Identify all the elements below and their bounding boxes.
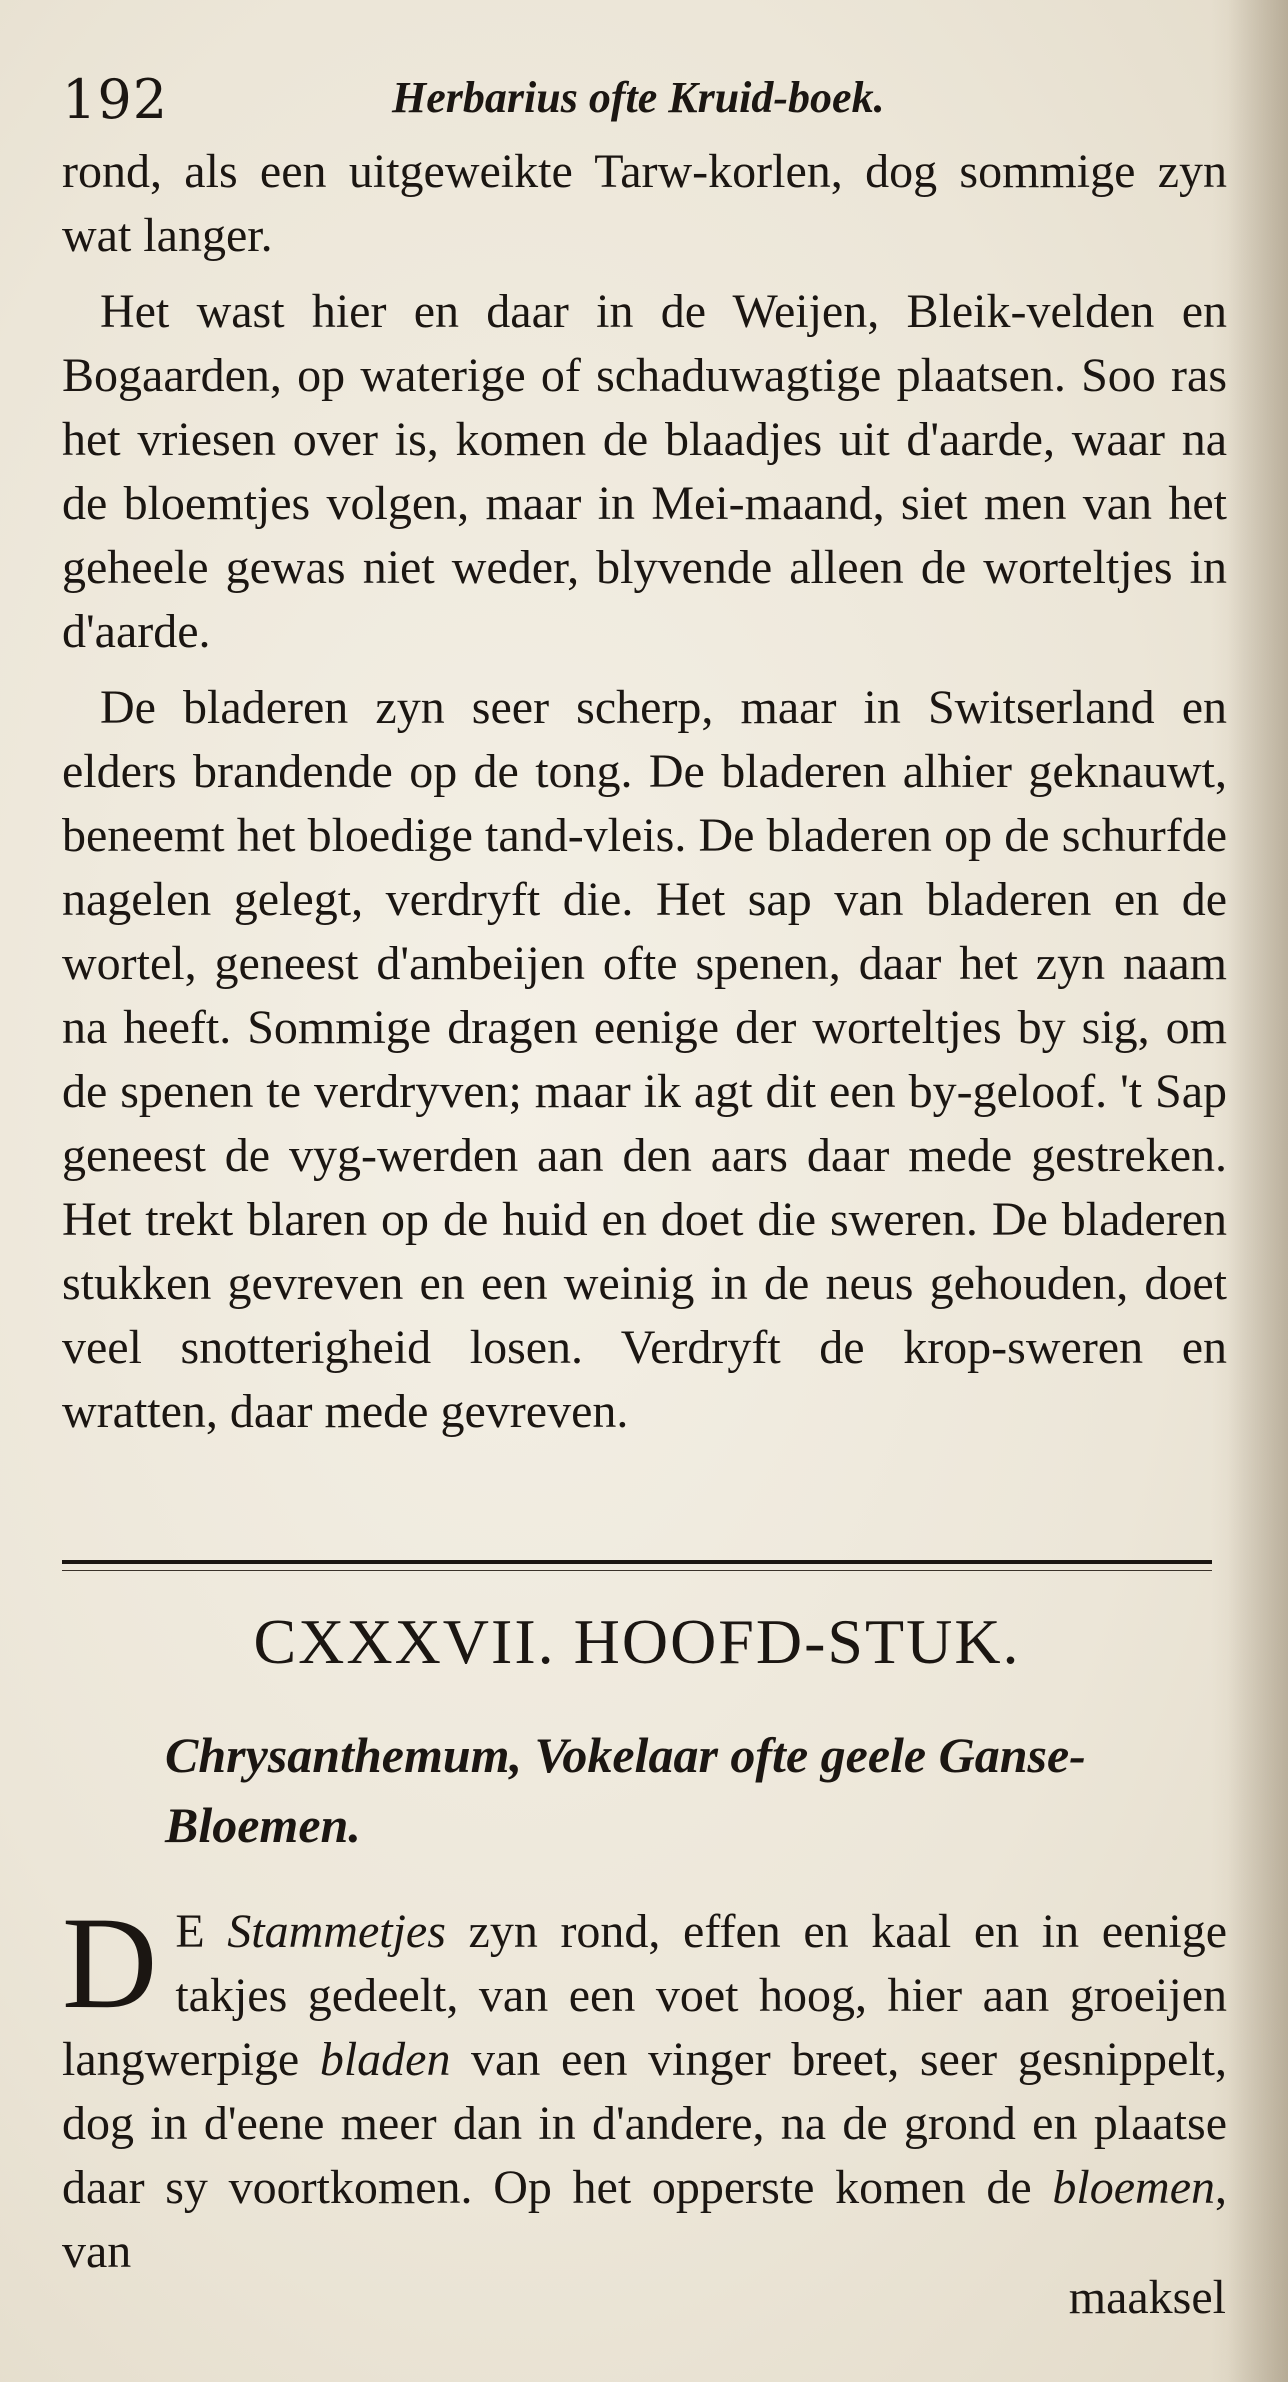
chapter-heading: CXXXVII. HOOFD-STUK. — [253, 1606, 1021, 1677]
page-edge-shadow — [1228, 0, 1288, 2382]
catchword: maaksel — [1068, 2271, 1226, 2324]
chapter-text — [62, 1889, 1228, 2284]
page-header — [62, 68, 1222, 138]
paragraph: Het wast hier en daar in de Weijen, Bleik-velden en Bogaarden, op waterige of schaduwagtige plaatsen. Soo ras het vriesen over is, komen de blaadjes uit d'aarde, waar na de bloemtjes volgen, maar in Mei-maand, siet men van het geheele gewas niet weder, blyvende alleen de worteltjes in d'aarde. — [62, 285, 1227, 658]
chapter-title: Chrysanthemum, Vokelaar ofte geele Ganse-Bloemen. — [165, 1727, 1086, 1853]
running-head: Herbarius ofte Kruid-boek. — [392, 73, 885, 122]
paragraph: De bladeren zyn seer scherp, maar in Switserland en elders brandende op de tong. De bladeren alhier geknauwt, beneemt het bloedige tand-vleis. De bladeren op de schurfde nagelen gelegt, verdryft die. Het sap van bladeren en de wortel, geneest d'ambeijen ofte spenen, daar het zyn naam na heeft. Sommige dragen eenige der worteltjes by sig, om de spenen te verdryven; maar ik agt dit een by-geloof. 't Sap geneest de vyg-werden aan den aars daar mede gestreken. Het trekt blaren op de huid en doet die sweren. De bladeren stukken gevreven en een weinig in de neus gehouden, doet veel snotterigheid losen. Verdryft de krop-sweren en wratten, daar mede gevreven. — [62, 681, 1227, 1438]
text-run: , van — [62, 2161, 1227, 2278]
text-run: zyn rond, effen en kaal en in eenige takjes gedeelt, van een voet hoog, hier aan groeijen langwerpige — [62, 1905, 1228, 2086]
term-bloemen: bloemen — [1052, 2161, 1215, 2214]
section-divider — [62, 1560, 1212, 1571]
text-run: van een vinger breet, seer gesnippelt, dog in d'eene meer dan in d'andere, na de grond en plaatse daar sy voortkomen. Op het opperste komen de — [62, 2033, 1228, 2214]
term-bladen: bladen — [319, 2033, 451, 2086]
paragraph — [62, 1889, 1228, 2284]
page-number: 192 — [62, 68, 169, 131]
text-run: E — [175, 1905, 228, 1958]
continued-text — [62, 140, 1227, 1444]
drop-cap: D — [62, 1889, 158, 2036]
term-stammetjes: Stammetjes — [227, 1905, 446, 1958]
paragraph: rond, als een uitgeweikte Tarw-korlen, dog sommige zyn wat langer. — [62, 145, 1227, 262]
